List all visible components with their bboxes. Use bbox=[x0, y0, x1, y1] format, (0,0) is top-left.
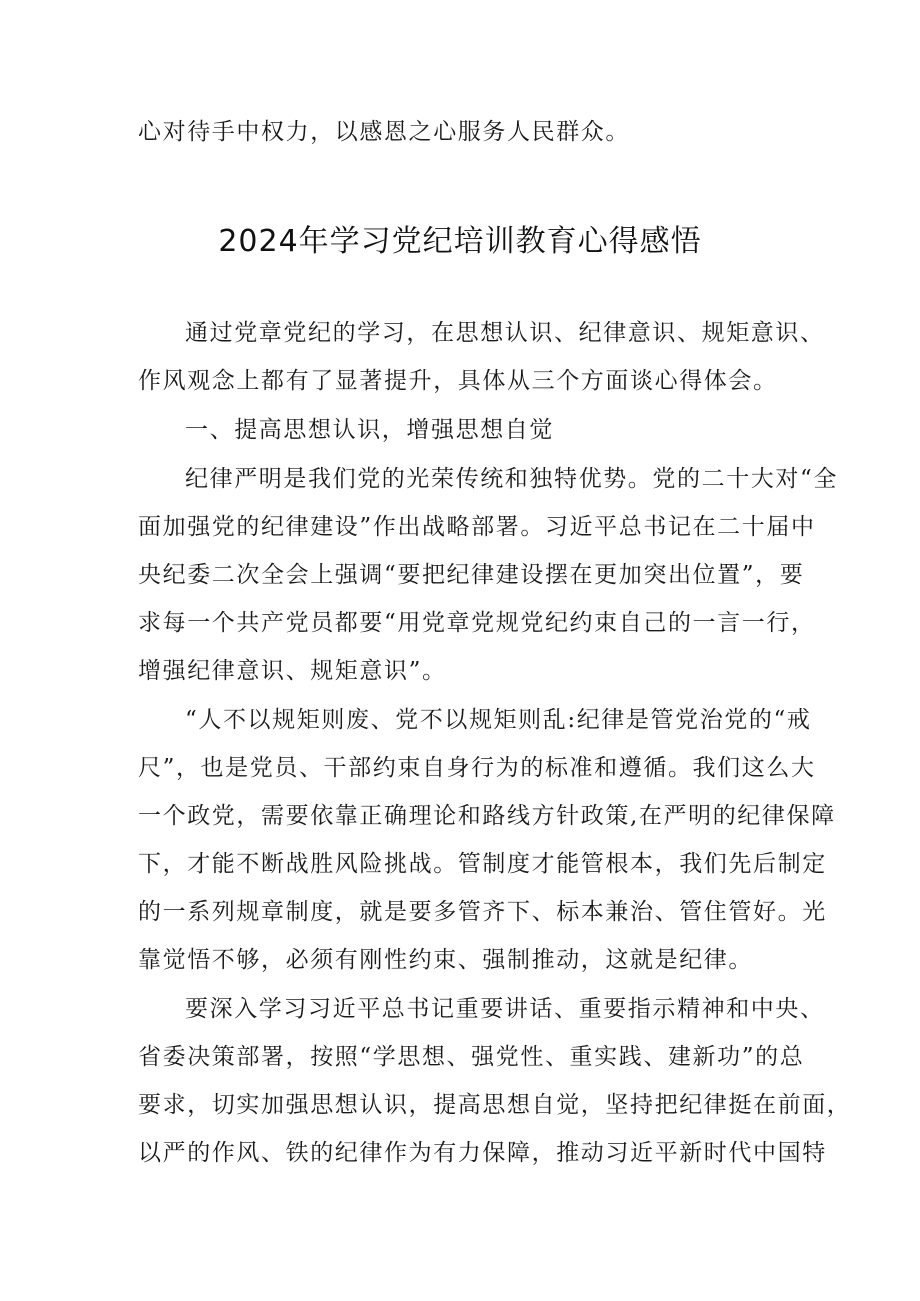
paragraph-line: 纪律严明是我们党的光荣传统和独特优势。党的二十大对“全 bbox=[185, 466, 838, 492]
paragraph-line: 一个政党，需要依靠正确理论和路线方针政策,在严明的纪律保障 bbox=[138, 803, 836, 829]
paragraph-line: 要深入学习习近平总书记重要讲话、重要指示精神和中央、 bbox=[185, 996, 825, 1022]
paragraph-line: 求每一个共产党员都要“用党章党规党纪约束自己的一言一行， bbox=[138, 610, 816, 636]
paragraph-line: 靠觉悟不够，必须有刚性约束、强制推动，这就是纪律。 bbox=[138, 947, 753, 973]
section-heading: 一、提高思想认识，增强思想自觉 bbox=[185, 417, 554, 443]
paragraph-line: 的一系列规章制度，就是要多管齐下、标本兼治、管住管好。光 bbox=[138, 899, 827, 925]
paragraph-line: 下，才能不断战胜风险挑战。管制度才能管根本，我们先后制定 bbox=[138, 851, 827, 877]
paragraph-line: 省委决策部署，按照“学思想、强党性、重实践、建新功”的总 bbox=[138, 1044, 805, 1070]
paragraph-line: 要求，切实加强思想认识，提高思想自觉，坚持把纪律挺在前面， bbox=[138, 1092, 852, 1118]
paragraph-line: 央纪委二次全会上强调“要把纪律建设摆在更加突出位置”，要 bbox=[138, 562, 805, 588]
paragraph-line: 面加强党的纪律建设”作出战略部署。习近平总书记在二十届中 bbox=[138, 514, 816, 540]
previous-section-fragment: 心对待手中权力，以感恩之心服务人民群众。 bbox=[138, 119, 630, 145]
paragraph-line: 作风观念上都有了显著提升，具体从三个方面谈心得体会。 bbox=[138, 368, 778, 394]
paragraph-line: “人不以规矩则废、党不以规矩则乱:纪律是管党治党的“戒 bbox=[185, 707, 812, 733]
paragraph-line: 通过党章党纪的学习，在思想认识、纪律意识、规矩意识、 bbox=[185, 320, 825, 346]
paragraph-line: 以严的作风、铁的纪律作为有力保障，推动习近平新时代中国特 bbox=[138, 1140, 827, 1166]
paragraph-line: 增强纪律意识、规矩意识”。 bbox=[138, 658, 447, 684]
document-title: 2024年学习党纪培训教育心得感悟 bbox=[218, 224, 702, 259]
paragraph-line: 尺”，也是党员、干部约束自身行为的标准和遵循。我们这么大 bbox=[138, 755, 816, 781]
